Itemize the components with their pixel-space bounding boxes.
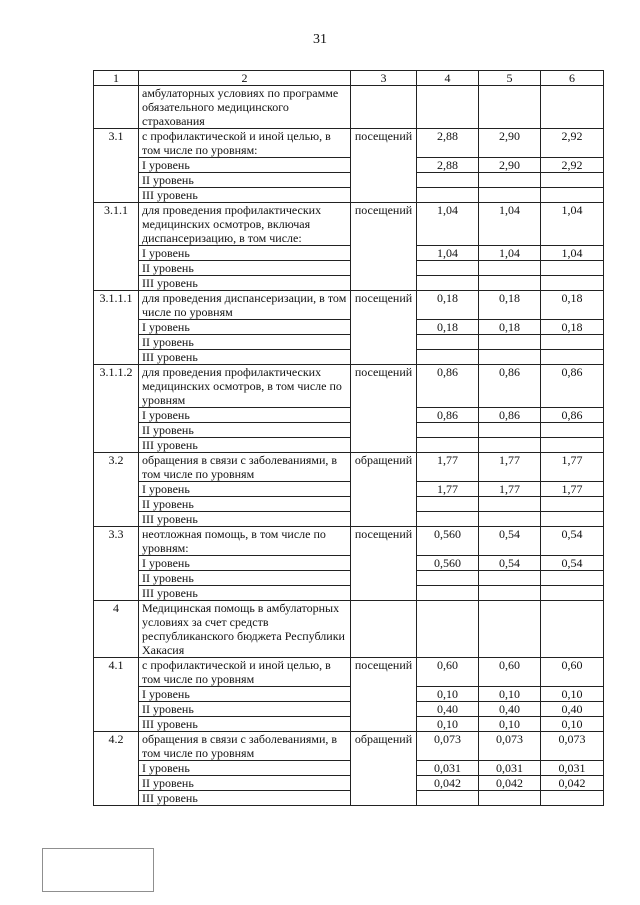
row-number: 3.2 xyxy=(94,453,139,527)
value-cell xyxy=(479,350,541,365)
row-description: обращения в связи с заболеваниями, в том числе по уровням xyxy=(139,732,351,761)
value-cell: 2,88 xyxy=(417,129,479,158)
value-cell: 0,60 xyxy=(479,658,541,687)
value-cell: 0,18 xyxy=(479,291,541,320)
value-cell: 0,18 xyxy=(417,320,479,335)
value-cell xyxy=(541,335,604,350)
value-cell: 0,18 xyxy=(541,320,604,335)
value-cell: 1,04 xyxy=(417,246,479,261)
table-row xyxy=(94,702,604,717)
value-cell: 0,86 xyxy=(479,408,541,423)
value-cell xyxy=(417,586,479,601)
unit-cell: посещений xyxy=(351,129,417,203)
value-cell xyxy=(541,571,604,586)
value-cell xyxy=(417,791,479,806)
table-row xyxy=(94,658,604,687)
row-number: 3.1.1.1 xyxy=(94,291,139,365)
value-cell: 0,031 xyxy=(541,761,604,776)
value-cell xyxy=(479,438,541,453)
table-row xyxy=(94,732,604,761)
table-row xyxy=(94,497,604,512)
value-cell xyxy=(417,438,479,453)
value-cell xyxy=(541,438,604,453)
unit-cell: обращений xyxy=(351,453,417,527)
level-label: II уровень xyxy=(139,423,351,438)
value-cell xyxy=(479,335,541,350)
value-cell xyxy=(479,512,541,527)
value-cell xyxy=(479,173,541,188)
table-row xyxy=(94,776,604,791)
official-stamp xyxy=(42,848,154,892)
level-label: II уровень xyxy=(139,702,351,717)
value-cell xyxy=(417,512,479,527)
level-label: III уровень xyxy=(139,188,351,203)
value-cell: 1,04 xyxy=(541,203,604,246)
table-row xyxy=(94,261,604,276)
row-number: 4.1 xyxy=(94,658,139,732)
value-cell: 0,073 xyxy=(541,732,604,761)
value-cell xyxy=(417,188,479,203)
value-cell xyxy=(417,497,479,512)
value-cell: 1,77 xyxy=(479,453,541,482)
value-cell: 1,77 xyxy=(541,453,604,482)
level-label: I уровень xyxy=(139,687,351,702)
level-label: I уровень xyxy=(139,482,351,497)
value-cell xyxy=(417,571,479,586)
value-cell: 0,042 xyxy=(479,776,541,791)
value-cell xyxy=(417,173,479,188)
level-label: II уровень xyxy=(139,173,351,188)
level-label: I уровень xyxy=(139,408,351,423)
value-cell xyxy=(417,350,479,365)
table-row xyxy=(94,601,604,658)
unit-cell: посещений xyxy=(351,658,417,732)
level-label: I уровень xyxy=(139,761,351,776)
value-cell xyxy=(541,423,604,438)
header-cell: 2 xyxy=(139,71,351,86)
table-row xyxy=(94,717,604,732)
value-cell: 0,031 xyxy=(417,761,479,776)
level-label: I уровень xyxy=(139,246,351,261)
value-cell: 0,18 xyxy=(417,291,479,320)
row-description: обращения в связи с заболеваниями, в том числе по уровням xyxy=(139,453,351,482)
table-row xyxy=(94,158,604,173)
value-cell xyxy=(417,261,479,276)
level-label: III уровень xyxy=(139,791,351,806)
table-row xyxy=(94,188,604,203)
table-row xyxy=(94,365,604,408)
value-cell: 1,77 xyxy=(417,482,479,497)
value-cell: 2,88 xyxy=(417,158,479,173)
value-cell xyxy=(479,601,541,658)
value-cell: 2,92 xyxy=(541,129,604,158)
row-number: 3.1.1.2 xyxy=(94,365,139,453)
header-cell: 5 xyxy=(479,71,541,86)
unit-cell: обращений xyxy=(351,732,417,806)
row-number: 4.2 xyxy=(94,732,139,806)
table-row xyxy=(94,320,604,335)
level-label: III уровень xyxy=(139,512,351,527)
value-cell: 0,10 xyxy=(417,717,479,732)
header-cell: 6 xyxy=(541,71,604,86)
value-cell: 0,031 xyxy=(479,761,541,776)
value-cell: 0,10 xyxy=(479,717,541,732)
page-number: 31 xyxy=(313,32,327,47)
table-row xyxy=(94,438,604,453)
row-number: 3.1 xyxy=(94,129,139,203)
value-cell: 0,40 xyxy=(541,702,604,717)
table-row xyxy=(94,408,604,423)
row-number: 3.1.1 xyxy=(94,203,139,291)
value-cell: 1,04 xyxy=(479,203,541,246)
value-cell xyxy=(541,497,604,512)
header-cell: 4 xyxy=(417,71,479,86)
value-cell: 2,92 xyxy=(541,158,604,173)
value-cell: 2,90 xyxy=(479,129,541,158)
value-cell: 1,04 xyxy=(479,246,541,261)
table-row xyxy=(94,291,604,320)
table-row xyxy=(94,761,604,776)
value-cell xyxy=(541,276,604,291)
value-cell: 0,60 xyxy=(417,658,479,687)
value-cell xyxy=(479,586,541,601)
level-label: I уровень xyxy=(139,158,351,173)
value-cell: 1,77 xyxy=(541,482,604,497)
value-cell: 0,18 xyxy=(479,320,541,335)
value-cell xyxy=(479,423,541,438)
table-row xyxy=(94,173,604,188)
value-cell: 1,04 xyxy=(417,203,479,246)
row-description: для проведения диспансеризации, в том числе по уровням xyxy=(139,291,351,320)
level-label: I уровень xyxy=(139,556,351,571)
unit-cell: посещений xyxy=(351,203,417,291)
value-cell: 1,77 xyxy=(479,482,541,497)
value-cell: 0,560 xyxy=(417,527,479,556)
row-description: Медицинская помощь в амбулаторных условиях за счет средств республиканского бюджета Республики Хакасия xyxy=(139,601,351,658)
value-cell: 0,560 xyxy=(417,556,479,571)
row-number: 4 xyxy=(94,601,139,658)
value-cell: 0,40 xyxy=(479,702,541,717)
row-description: неотложная помощь, в том числе по уровням: xyxy=(139,527,351,556)
unit-cell: посещений xyxy=(351,365,417,453)
table-row xyxy=(94,86,604,129)
value-cell xyxy=(417,276,479,291)
row-number xyxy=(94,86,139,129)
value-cell: 0,10 xyxy=(541,687,604,702)
level-label: III уровень xyxy=(139,350,351,365)
level-label: II уровень xyxy=(139,335,351,350)
row-number: 3.3 xyxy=(94,527,139,601)
value-cell: 0,10 xyxy=(417,687,479,702)
value-cell xyxy=(541,261,604,276)
value-cell: 0,042 xyxy=(541,776,604,791)
level-label: II уровень xyxy=(139,776,351,791)
level-label: III уровень xyxy=(139,438,351,453)
table-row xyxy=(94,350,604,365)
row-description: для проведения профилактических медицинских осмотров, в том числе по уровням xyxy=(139,365,351,408)
level-label: III уровень xyxy=(139,276,351,291)
value-cell: 0,86 xyxy=(417,408,479,423)
value-cell: 1,04 xyxy=(541,246,604,261)
header-row xyxy=(94,71,604,86)
header-cell: 3 xyxy=(351,71,417,86)
table-row xyxy=(94,586,604,601)
value-cell xyxy=(541,350,604,365)
value-cell: 0,10 xyxy=(479,687,541,702)
level-label: I уровень xyxy=(139,320,351,335)
indicator-table xyxy=(93,70,604,806)
table-row xyxy=(94,571,604,586)
value-cell: 0,54 xyxy=(541,556,604,571)
value-cell xyxy=(541,512,604,527)
level-label: II уровень xyxy=(139,571,351,586)
header-cell: 1 xyxy=(94,71,139,86)
unit-cell xyxy=(351,601,417,658)
table-row xyxy=(94,335,604,350)
value-cell xyxy=(417,423,479,438)
value-cell: 0,54 xyxy=(541,527,604,556)
value-cell: 0,54 xyxy=(479,527,541,556)
value-cell: 0,40 xyxy=(417,702,479,717)
value-cell: 0,60 xyxy=(541,658,604,687)
table-row xyxy=(94,129,604,158)
value-cell: 0,86 xyxy=(541,408,604,423)
value-cell: 0,10 xyxy=(541,717,604,732)
table-row xyxy=(94,423,604,438)
row-description: амбулаторных условиях по программе обязательного медицинского страхования xyxy=(139,86,351,129)
value-cell: 0,86 xyxy=(417,365,479,408)
value-cell: 0,86 xyxy=(541,365,604,408)
table-row xyxy=(94,556,604,571)
table-row xyxy=(94,203,604,246)
table-row xyxy=(94,527,604,556)
value-cell xyxy=(479,86,541,129)
level-label: III уровень xyxy=(139,717,351,732)
value-cell xyxy=(541,86,604,129)
value-cell xyxy=(541,586,604,601)
table-row xyxy=(94,791,604,806)
value-cell xyxy=(541,188,604,203)
value-cell xyxy=(541,173,604,188)
row-description: для проведения профилактических медицинских осмотров, включая диспансеризацию, в том числе: xyxy=(139,203,351,246)
value-cell xyxy=(417,86,479,129)
unit-cell xyxy=(351,86,417,129)
value-cell: 0,86 xyxy=(479,365,541,408)
value-cell: 2,90 xyxy=(479,158,541,173)
value-cell xyxy=(479,791,541,806)
value-cell: 0,042 xyxy=(417,776,479,791)
value-cell: 0,073 xyxy=(417,732,479,761)
value-cell: 0,18 xyxy=(541,291,604,320)
table-row xyxy=(94,482,604,497)
value-cell xyxy=(417,601,479,658)
level-label: II уровень xyxy=(139,497,351,512)
value-cell xyxy=(479,188,541,203)
unit-cell: посещений xyxy=(351,527,417,601)
value-cell xyxy=(479,571,541,586)
table-row xyxy=(94,687,604,702)
level-label: II уровень xyxy=(139,261,351,276)
level-label: III уровень xyxy=(139,586,351,601)
table-row xyxy=(94,453,604,482)
unit-cell: посещений xyxy=(351,291,417,365)
row-description: с профилактической и иной целью, в том числе по уровням: xyxy=(139,129,351,158)
table-row xyxy=(94,512,604,527)
value-cell: 0,54 xyxy=(479,556,541,571)
value-cell xyxy=(541,791,604,806)
table-row xyxy=(94,246,604,261)
value-cell xyxy=(479,261,541,276)
value-cell xyxy=(417,335,479,350)
row-description: с профилактической и иной целью, в том числе по уровням xyxy=(139,658,351,687)
value-cell: 1,77 xyxy=(417,453,479,482)
value-cell xyxy=(541,601,604,658)
value-cell xyxy=(479,276,541,291)
value-cell xyxy=(479,497,541,512)
value-cell: 0,073 xyxy=(479,732,541,761)
table-row xyxy=(94,276,604,291)
